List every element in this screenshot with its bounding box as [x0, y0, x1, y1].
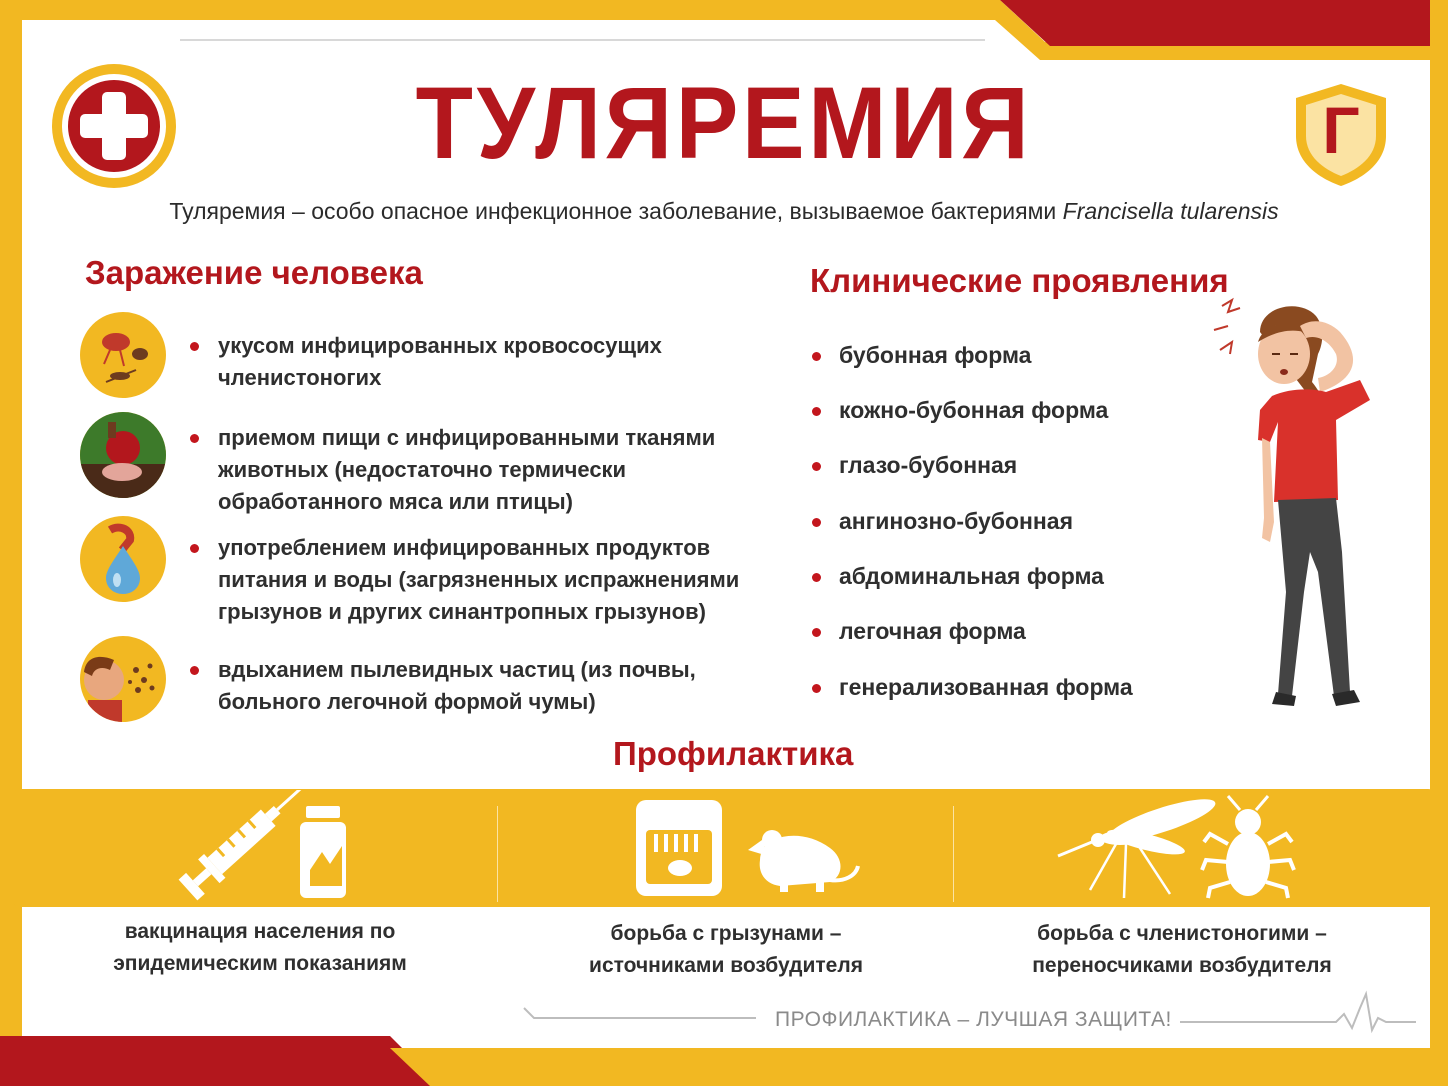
top-frame-decoration: [0, 0, 1448, 60]
bullet-dot: [190, 434, 199, 443]
prevention-item-text: борьба с членистоногими – переносчиками возбудителя: [1032, 922, 1332, 977]
infection-item-text: употреблением инфицированных продуктов питания и воды (загрязненных испражнениями грызунов и других синантропных грызунов): [218, 535, 740, 624]
infection-item-text: укусом инфицированных кровососущих членистоногих: [218, 333, 662, 390]
species-name: Francisella tularensis: [1062, 198, 1279, 224]
bullet-dot: [812, 352, 821, 361]
bottom-frame-decoration: [0, 1036, 1448, 1086]
bullet-dot: [812, 573, 821, 582]
sick-woman-illustration: [1200, 292, 1400, 712]
page-title: ТУЛЯРЕМИЯ: [415, 66, 1033, 180]
inhaling-dust-icon: [80, 636, 166, 722]
bullet-dot: [812, 407, 821, 416]
footer-line-decoration: [520, 990, 760, 1030]
band-divider: [953, 806, 954, 902]
mosquito-louse-icon: [1050, 794, 1300, 902]
prevention-item-text: вакцинация населения по эпидемическим показаниям: [113, 920, 407, 975]
prevention-item-text: борьба с грызунами – источниками возбудителя: [589, 922, 863, 977]
bullet-dot: [812, 628, 821, 637]
meat-food-icon: [80, 412, 166, 498]
footer-slogan: ПРОФИЛАКТИКА – ЛУЧШАЯ ЗАЩИТА!: [775, 1008, 1172, 1031]
shield-badge-letter: Г: [1322, 93, 1360, 167]
syringe-vial-icon: [170, 790, 370, 905]
right-frame-decoration: [1424, 0, 1448, 1086]
infection-item-text: приемом пищи с инфицированными тканями животных (недостаточно термически обработанного мяса или птицы): [218, 425, 716, 514]
clinical-heading: Клинические проявления: [810, 262, 1229, 299]
band-divider: [497, 806, 498, 902]
heartbeat-icon: [1180, 988, 1420, 1034]
infection-heading: Заражение человека: [85, 254, 423, 291]
bullet-dot: [812, 684, 821, 693]
left-frame-decoration: [0, 0, 30, 1086]
bullet-dot: [190, 544, 199, 553]
infection-item-text: вдыханием пылевидных частиц (из почвы, больного легочной формой чумы): [218, 657, 696, 714]
bullet-dot: [190, 666, 199, 675]
rat-trap-icon: [630, 796, 870, 900]
page-subtitle: Туляремия – особо опасное инфекционное заболевание, вызываемое бактериями Francisella tularensis: [169, 198, 1279, 224]
bullet-dot: [812, 462, 821, 471]
mosquito-tick-icon: [80, 312, 166, 398]
prevention-heading: Профилактика: [613, 735, 854, 772]
bullet-dot: [190, 342, 199, 351]
water-drop-icon: [80, 516, 166, 602]
bullet-dot: [812, 518, 821, 527]
